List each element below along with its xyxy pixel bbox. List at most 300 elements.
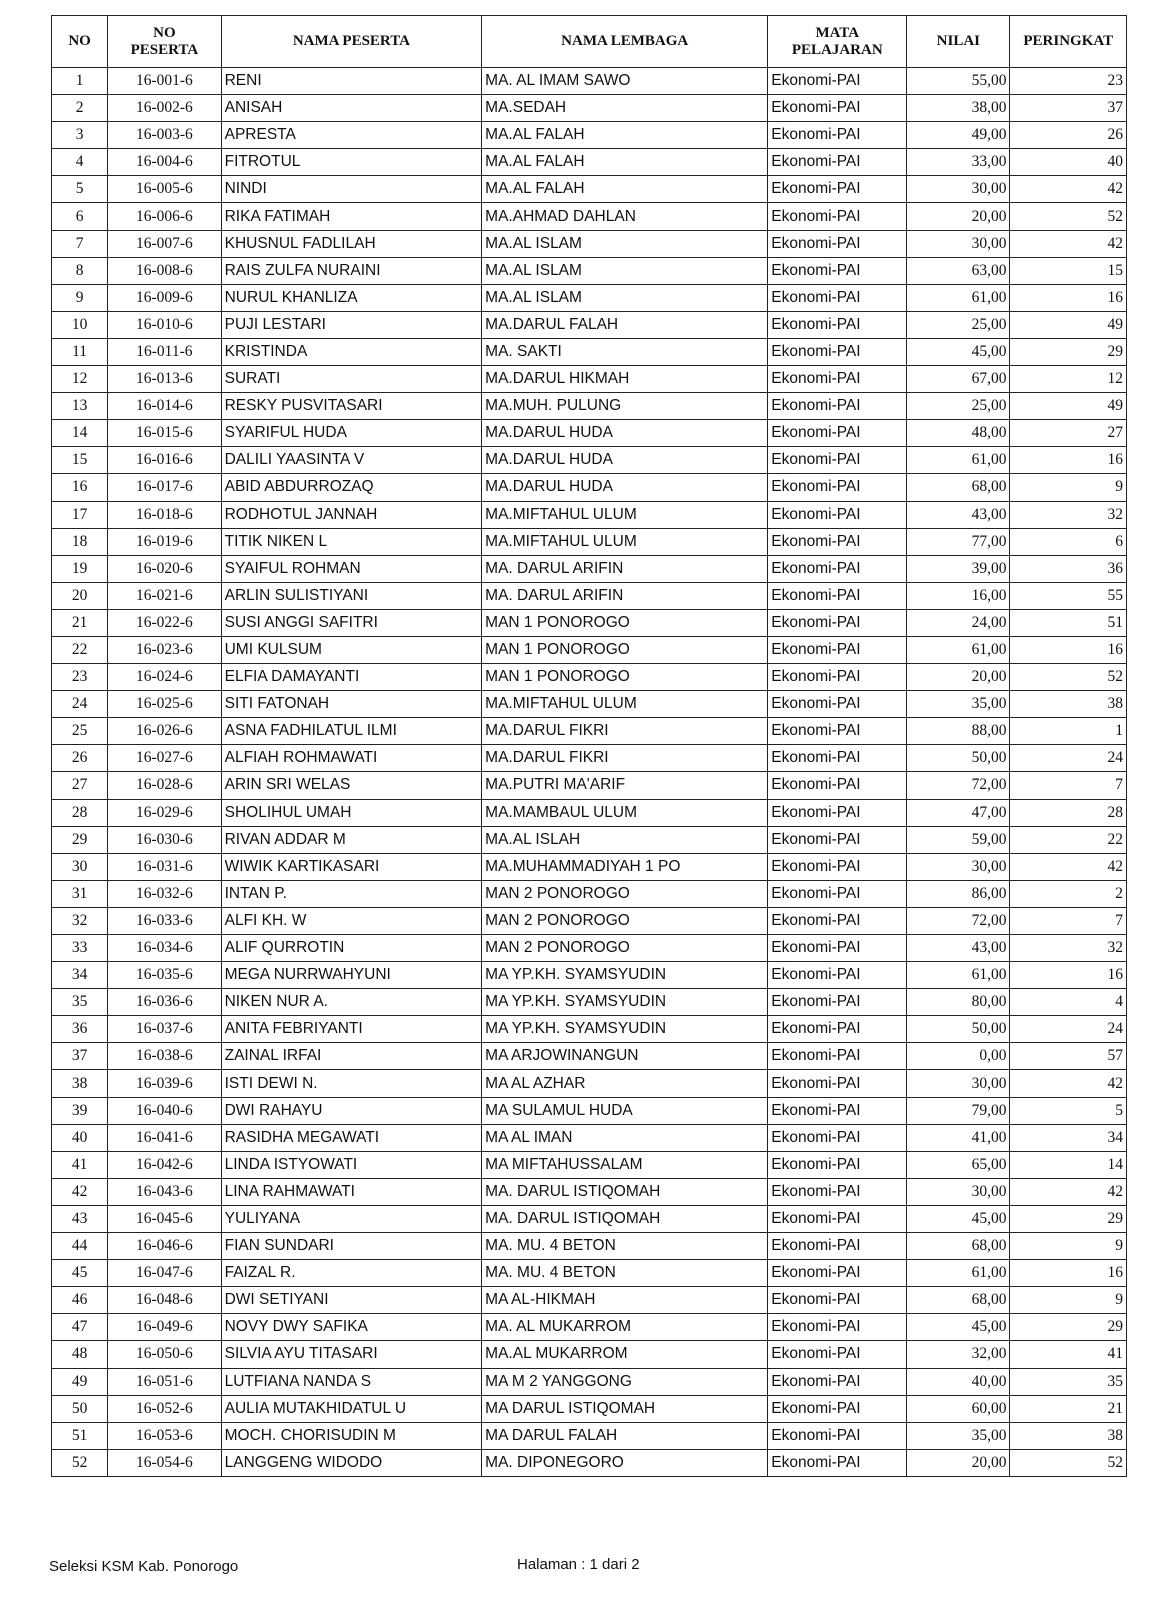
cell-mata-pelajaran: Ekonomi-PAI: [768, 1422, 907, 1449]
table-row: [52, 1205, 1127, 1232]
cell-nilai: 50,00: [907, 745, 1010, 772]
cell-nama-peserta: ARLIN SULISTIYANI: [221, 582, 482, 609]
cell-no-peserta: 16-011-6: [108, 338, 221, 365]
cell-nama-peserta: SYAIFUL ROHMAN: [221, 555, 482, 582]
cell-nama-peserta: FAIZAL R.: [221, 1260, 482, 1287]
cell-nama-lembaga: MA.AL FALAH: [482, 149, 768, 176]
header-mata-line2: PELAJARAN: [791, 41, 883, 58]
table-row: [52, 1395, 1127, 1422]
cell-mata-pelajaran: Ekonomi-PAI: [768, 1341, 907, 1368]
cell-nama-lembaga: MA.DARUL FIKRI: [482, 745, 768, 772]
table-row: [52, 366, 1127, 393]
table-row: [52, 582, 1127, 609]
cell-no: 8: [52, 257, 108, 284]
cell-nilai: 20,00: [907, 664, 1010, 691]
header-mata-line1: MATA: [815, 24, 860, 41]
cell-nama-lembaga: MA.AL FALAH: [482, 176, 768, 203]
table-row: [52, 1016, 1127, 1043]
cell-nama-peserta: ALFI KH. W: [221, 907, 482, 934]
table-row: [52, 772, 1127, 799]
cell-peringkat: 42: [1010, 1178, 1127, 1205]
cell-nama-lembaga: MA.AL ISLAM: [482, 230, 768, 257]
cell-mata-pelajaran: Ekonomi-PAI: [768, 1287, 907, 1314]
cell-no: 3: [52, 122, 108, 149]
header-no-peserta: [108, 16, 221, 68]
cell-no-peserta: 16-049-6: [108, 1314, 221, 1341]
cell-nama-peserta: ANISAH: [221, 95, 482, 122]
cell-peringkat: 15: [1010, 257, 1127, 284]
cell-nama-peserta: NURUL KHANLIZA: [221, 284, 482, 311]
cell-no-peserta: 16-025-6: [108, 691, 221, 718]
cell-no: 39: [52, 1097, 108, 1124]
cell-nilai: 45,00: [907, 338, 1010, 365]
cell-nama-lembaga: MA.MIFTAHUL ULUM: [482, 501, 768, 528]
cell-mata-pelajaran: Ekonomi-PAI: [768, 935, 907, 962]
cell-peringkat: 29: [1010, 338, 1127, 365]
cell-nilai: 43,00: [907, 935, 1010, 962]
cell-no-peserta: 16-013-6: [108, 366, 221, 393]
cell-no-peserta: 16-048-6: [108, 1287, 221, 1314]
cell-peringkat: 49: [1010, 311, 1127, 338]
cell-nama-lembaga: MA. DARUL ARIFIN: [482, 555, 768, 582]
cell-no: 19: [52, 555, 108, 582]
cell-nama-peserta: LUTFIANA NANDA S: [221, 1368, 482, 1395]
table-row: [52, 1070, 1127, 1097]
cell-mata-pelajaran: Ekonomi-PAI: [768, 745, 907, 772]
header-no: NO: [52, 16, 108, 68]
cell-peringkat: 35: [1010, 1368, 1127, 1395]
cell-nilai: 55,00: [907, 68, 1010, 95]
cell-peringkat: 52: [1010, 203, 1127, 230]
table-row: [52, 691, 1127, 718]
cell-mata-pelajaran: Ekonomi-PAI: [768, 149, 907, 176]
table-row: [52, 393, 1127, 420]
cell-mata-pelajaran: Ekonomi-PAI: [768, 1368, 907, 1395]
cell-no: 7: [52, 230, 108, 257]
cell-nilai: 47,00: [907, 799, 1010, 826]
cell-nilai: 86,00: [907, 880, 1010, 907]
cell-nama-lembaga: MA.DARUL HUDA: [482, 447, 768, 474]
cell-peringkat: 7: [1010, 907, 1127, 934]
cell-nama-lembaga: MA. SAKTI: [482, 338, 768, 365]
cell-nama-peserta: RIVAN ADDAR M: [221, 826, 482, 853]
header-no-peserta-line2: PESERTA: [130, 41, 199, 58]
cell-peringkat: 37: [1010, 95, 1127, 122]
cell-no-peserta: 16-020-6: [108, 555, 221, 582]
cell-nama-lembaga: MAN 1 PONOROGO: [482, 636, 768, 663]
cell-no: 13: [52, 393, 108, 420]
cell-mata-pelajaran: Ekonomi-PAI: [768, 1043, 907, 1070]
cell-no: 15: [52, 447, 108, 474]
cell-nilai: 68,00: [907, 474, 1010, 501]
cell-no: 20: [52, 582, 108, 609]
cell-nama-lembaga: MA.SEDAH: [482, 95, 768, 122]
cell-no: 11: [52, 338, 108, 365]
cell-peringkat: 34: [1010, 1124, 1127, 1151]
cell-mata-pelajaran: Ekonomi-PAI: [768, 826, 907, 853]
cell-mata-pelajaran: Ekonomi-PAI: [768, 230, 907, 257]
table-row: [52, 1368, 1127, 1395]
cell-nama-peserta: NIKEN NUR A.: [221, 989, 482, 1016]
cell-mata-pelajaran: Ekonomi-PAI: [768, 772, 907, 799]
cell-nilai: 43,00: [907, 501, 1010, 528]
cell-mata-pelajaran: Ekonomi-PAI: [768, 1205, 907, 1232]
table-row: [52, 420, 1127, 447]
cell-nama-lembaga: MA. MU. 4 BETON: [482, 1233, 768, 1260]
cell-nama-lembaga: MA.PUTRI MA'ARIF: [482, 772, 768, 799]
cell-peringkat: 24: [1010, 745, 1127, 772]
cell-nilai: 16,00: [907, 582, 1010, 609]
cell-no: 34: [52, 962, 108, 989]
cell-mata-pelajaran: Ekonomi-PAI: [768, 718, 907, 745]
table-row: [52, 907, 1127, 934]
cell-nilai: 67,00: [907, 366, 1010, 393]
cell-no: 17: [52, 501, 108, 528]
cell-nilai: 40,00: [907, 1368, 1010, 1395]
header-no-peserta-line1: NO: [153, 24, 176, 41]
cell-nama-lembaga: MAN 2 PONOROGO: [482, 907, 768, 934]
table-row: [52, 95, 1127, 122]
table-row: [52, 1124, 1127, 1151]
cell-peringkat: 2: [1010, 880, 1127, 907]
cell-mata-pelajaran: Ekonomi-PAI: [768, 609, 907, 636]
cell-nama-peserta: FITROTUL: [221, 149, 482, 176]
header-mata-pelajaran: [768, 16, 907, 68]
cell-no: 25: [52, 718, 108, 745]
cell-nama-peserta: DALILI YAASINTA V: [221, 447, 482, 474]
cell-nilai: 39,00: [907, 555, 1010, 582]
cell-no: 46: [52, 1287, 108, 1314]
cell-nama-lembaga: MAN 2 PONOROGO: [482, 880, 768, 907]
cell-nama-peserta: APRESTA: [221, 122, 482, 149]
cell-peringkat: 42: [1010, 853, 1127, 880]
cell-nilai: 25,00: [907, 393, 1010, 420]
cell-mata-pelajaran: Ekonomi-PAI: [768, 1097, 907, 1124]
cell-nilai: 72,00: [907, 772, 1010, 799]
cell-nama-peserta: ASNA FADHILATUL ILMI: [221, 718, 482, 745]
cell-nama-lembaga: MAN 2 PONOROGO: [482, 935, 768, 962]
cell-nama-peserta: RASIDHA MEGAWATI: [221, 1124, 482, 1151]
cell-nilai: 35,00: [907, 1422, 1010, 1449]
cell-no-peserta: 16-018-6: [108, 501, 221, 528]
cell-no-peserta: 16-040-6: [108, 1097, 221, 1124]
cell-no: 36: [52, 1016, 108, 1043]
cell-mata-pelajaran: Ekonomi-PAI: [768, 853, 907, 880]
cell-nilai: 38,00: [907, 95, 1010, 122]
cell-peringkat: 36: [1010, 555, 1127, 582]
cell-nama-lembaga: MA.AL ISLAM: [482, 284, 768, 311]
cell-peringkat: 49: [1010, 393, 1127, 420]
cell-no: 5: [52, 176, 108, 203]
cell-mata-pelajaran: Ekonomi-PAI: [768, 880, 907, 907]
header-nama-lembaga: NAMA LEMBAGA: [482, 16, 768, 68]
cell-no: 24: [52, 691, 108, 718]
cell-peringkat: 16: [1010, 962, 1127, 989]
table-row: [52, 447, 1127, 474]
cell-no-peserta: 16-033-6: [108, 907, 221, 934]
cell-nama-peserta: ELFIA DAMAYANTI: [221, 664, 482, 691]
table-row: [52, 338, 1127, 365]
cell-mata-pelajaran: Ekonomi-PAI: [768, 1314, 907, 1341]
cell-no-peserta: 16-032-6: [108, 880, 221, 907]
cell-no-peserta: 16-034-6: [108, 935, 221, 962]
cell-nama-peserta: RIKA FATIMAH: [221, 203, 482, 230]
cell-nilai: 30,00: [907, 1178, 1010, 1205]
cell-mata-pelajaran: Ekonomi-PAI: [768, 1151, 907, 1178]
cell-nama-peserta: YULIYANA: [221, 1205, 482, 1232]
cell-nama-lembaga: MA.AL MUKARROM: [482, 1341, 768, 1368]
cell-no-peserta: 16-014-6: [108, 393, 221, 420]
cell-mata-pelajaran: Ekonomi-PAI: [768, 691, 907, 718]
cell-nilai: 30,00: [907, 853, 1010, 880]
cell-peringkat: 14: [1010, 1151, 1127, 1178]
cell-no-peserta: 16-031-6: [108, 853, 221, 880]
cell-no: 18: [52, 528, 108, 555]
cell-nilai: 24,00: [907, 609, 1010, 636]
table-row: [52, 880, 1127, 907]
cell-no-peserta: 16-015-6: [108, 420, 221, 447]
cell-nilai: 80,00: [907, 989, 1010, 1016]
cell-no: 29: [52, 826, 108, 853]
cell-no-peserta: 16-003-6: [108, 122, 221, 149]
cell-mata-pelajaran: Ekonomi-PAI: [768, 284, 907, 311]
cell-nama-peserta: ABID ABDURROZAQ: [221, 474, 482, 501]
table-row: [52, 284, 1127, 311]
cell-no: 43: [52, 1205, 108, 1232]
cell-nilai: 45,00: [907, 1205, 1010, 1232]
cell-mata-pelajaran: Ekonomi-PAI: [768, 95, 907, 122]
cell-no-peserta: 16-006-6: [108, 203, 221, 230]
cell-nilai: 61,00: [907, 284, 1010, 311]
cell-no-peserta: 16-004-6: [108, 149, 221, 176]
cell-no-peserta: 16-026-6: [108, 718, 221, 745]
cell-mata-pelajaran: Ekonomi-PAI: [768, 582, 907, 609]
cell-no-peserta: 16-050-6: [108, 1341, 221, 1368]
cell-nilai: 63,00: [907, 257, 1010, 284]
cell-no-peserta: 16-005-6: [108, 176, 221, 203]
table-row: [52, 1151, 1127, 1178]
table-row: [52, 68, 1127, 95]
cell-no: 31: [52, 880, 108, 907]
cell-peringkat: 40: [1010, 149, 1127, 176]
table-row: [52, 501, 1127, 528]
cell-peringkat: 4: [1010, 989, 1127, 1016]
cell-mata-pelajaran: Ekonomi-PAI: [768, 122, 907, 149]
cell-peringkat: 6: [1010, 528, 1127, 555]
cell-mata-pelajaran: Ekonomi-PAI: [768, 68, 907, 95]
cell-no: 16: [52, 474, 108, 501]
table-row: [52, 664, 1127, 691]
cell-nilai: 30,00: [907, 176, 1010, 203]
results-table: [51, 15, 1127, 1477]
cell-nama-lembaga: MA YP.KH. SYAMSYUDIN: [482, 962, 768, 989]
cell-nama-peserta: RODHOTUL JANNAH: [221, 501, 482, 528]
table-row: [52, 122, 1127, 149]
cell-nama-peserta: ALFIAH ROHMAWATI: [221, 745, 482, 772]
cell-no-peserta: 16-001-6: [108, 68, 221, 95]
cell-no: 38: [52, 1070, 108, 1097]
cell-nilai: 65,00: [907, 1151, 1010, 1178]
table-row: [52, 1422, 1127, 1449]
cell-no-peserta: 16-009-6: [108, 284, 221, 311]
cell-nama-peserta: LANGGENG WIDODO: [221, 1449, 482, 1476]
cell-no: 10: [52, 311, 108, 338]
cell-mata-pelajaran: Ekonomi-PAI: [768, 962, 907, 989]
cell-nama-lembaga: MA AL AZHAR: [482, 1070, 768, 1097]
cell-mata-pelajaran: Ekonomi-PAI: [768, 907, 907, 934]
cell-nama-peserta: PUJI LESTARI: [221, 311, 482, 338]
cell-nama-peserta: ZAINAL IRFAI: [221, 1043, 482, 1070]
cell-mata-pelajaran: Ekonomi-PAI: [768, 501, 907, 528]
cell-nama-peserta: SUSI ANGGI SAFITRI: [221, 609, 482, 636]
cell-nilai: 59,00: [907, 826, 1010, 853]
cell-no: 26: [52, 745, 108, 772]
cell-peringkat: 12: [1010, 366, 1127, 393]
cell-nama-lembaga: MA.AL ISLAM: [482, 257, 768, 284]
cell-mata-pelajaran: Ekonomi-PAI: [768, 799, 907, 826]
cell-peringkat: 16: [1010, 636, 1127, 663]
cell-no-peserta: 16-022-6: [108, 609, 221, 636]
cell-peringkat: 16: [1010, 1260, 1127, 1287]
cell-mata-pelajaran: Ekonomi-PAI: [768, 1124, 907, 1151]
table-row: [52, 555, 1127, 582]
cell-peringkat: 7: [1010, 772, 1127, 799]
table-row: [52, 826, 1127, 853]
cell-mata-pelajaran: Ekonomi-PAI: [768, 555, 907, 582]
cell-mata-pelajaran: Ekonomi-PAI: [768, 1178, 907, 1205]
cell-peringkat: 41: [1010, 1341, 1127, 1368]
cell-no-peserta: 16-007-6: [108, 230, 221, 257]
cell-nama-lembaga: MA.AHMAD DAHLAN: [482, 203, 768, 230]
cell-no-peserta: 16-002-6: [108, 95, 221, 122]
cell-nama-lembaga: MA.MAMBAUL ULUM: [482, 799, 768, 826]
cell-peringkat: 32: [1010, 935, 1127, 962]
cell-no-peserta: 16-051-6: [108, 1368, 221, 1395]
cell-nilai: 61,00: [907, 636, 1010, 663]
table-row: [52, 935, 1127, 962]
cell-mata-pelajaran: Ekonomi-PAI: [768, 257, 907, 284]
cell-nama-lembaga: MA M 2 YANGGONG: [482, 1368, 768, 1395]
cell-nilai: 35,00: [907, 691, 1010, 718]
cell-nama-lembaga: MA.DARUL HUDA: [482, 420, 768, 447]
cell-no-peserta: 16-045-6: [108, 1205, 221, 1232]
cell-nilai: 45,00: [907, 1314, 1010, 1341]
cell-peringkat: 27: [1010, 420, 1127, 447]
cell-nama-lembaga: MA DARUL FALAH: [482, 1422, 768, 1449]
cell-no-peserta: 16-028-6: [108, 772, 221, 799]
cell-no: 12: [52, 366, 108, 393]
cell-no: 23: [52, 664, 108, 691]
table-row: [52, 636, 1127, 663]
cell-nama-lembaga: MA.MIFTAHUL ULUM: [482, 528, 768, 555]
table-row: [52, 203, 1127, 230]
cell-mata-pelajaran: Ekonomi-PAI: [768, 636, 907, 663]
cell-peringkat: 52: [1010, 664, 1127, 691]
cell-nama-lembaga: MA YP.KH. SYAMSYUDIN: [482, 989, 768, 1016]
cell-no: 22: [52, 636, 108, 663]
footer-title: Seleksi KSM Kab. Ponorogo: [49, 1558, 239, 1575]
cell-no: 32: [52, 907, 108, 934]
cell-nama-peserta: TITIK NIKEN L: [221, 528, 482, 555]
cell-mata-pelajaran: Ekonomi-PAI: [768, 1449, 907, 1476]
cell-no-peserta: 16-029-6: [108, 799, 221, 826]
cell-no-peserta: 16-042-6: [108, 1151, 221, 1178]
cell-mata-pelajaran: Ekonomi-PAI: [768, 1070, 907, 1097]
page-indicator: Halaman : 1 dari 2: [517, 1556, 640, 1573]
cell-nama-lembaga: MAN 1 PONOROGO: [482, 609, 768, 636]
cell-nama-peserta: SURATI: [221, 366, 482, 393]
cell-peringkat: 9: [1010, 474, 1127, 501]
cell-nilai: 48,00: [907, 420, 1010, 447]
cell-no: 48: [52, 1341, 108, 1368]
cell-peringkat: 5: [1010, 1097, 1127, 1124]
cell-peringkat: 29: [1010, 1205, 1127, 1232]
cell-nilai: 79,00: [907, 1097, 1010, 1124]
cell-nilai: 20,00: [907, 203, 1010, 230]
cell-peringkat: 42: [1010, 230, 1127, 257]
table-row: [52, 230, 1127, 257]
cell-no-peserta: 16-052-6: [108, 1395, 221, 1422]
cell-nilai: 49,00: [907, 122, 1010, 149]
table-row: [52, 176, 1127, 203]
cell-peringkat: 24: [1010, 1016, 1127, 1043]
cell-nama-peserta: INTAN P.: [221, 880, 482, 907]
cell-no-peserta: 16-035-6: [108, 962, 221, 989]
header-nilai: NILAI: [907, 16, 1010, 68]
table-row: [52, 609, 1127, 636]
cell-mata-pelajaran: Ekonomi-PAI: [768, 474, 907, 501]
table-row: [52, 853, 1127, 880]
cell-no-peserta: 16-023-6: [108, 636, 221, 663]
table-row: [52, 311, 1127, 338]
cell-nama-lembaga: MA. AL MUKARROM: [482, 1314, 768, 1341]
cell-nama-lembaga: MA AL IMAN: [482, 1124, 768, 1151]
cell-nilai: 33,00: [907, 149, 1010, 176]
cell-no: 44: [52, 1233, 108, 1260]
cell-nilai: 30,00: [907, 1070, 1010, 1097]
cell-mata-pelajaran: Ekonomi-PAI: [768, 366, 907, 393]
cell-no-peserta: 16-053-6: [108, 1422, 221, 1449]
cell-nama-peserta: ANITA FEBRIYANTI: [221, 1016, 482, 1043]
cell-nama-lembaga: MA. MU. 4 BETON: [482, 1260, 768, 1287]
cell-nilai: 0,00: [907, 1043, 1010, 1070]
cell-peringkat: 16: [1010, 447, 1127, 474]
cell-nama-lembaga: MA AL-HIKMAH: [482, 1287, 768, 1314]
cell-peringkat: 1: [1010, 718, 1127, 745]
cell-no-peserta: 16-024-6: [108, 664, 221, 691]
cell-nama-lembaga: MA ARJOWINANGUN: [482, 1043, 768, 1070]
cell-nama-lembaga: MA.DARUL HUDA: [482, 474, 768, 501]
cell-nama-peserta: SYARIFUL HUDA: [221, 420, 482, 447]
cell-nama-peserta: UMI KULSUM: [221, 636, 482, 663]
table-row: [52, 149, 1127, 176]
cell-no-peserta: 16-008-6: [108, 257, 221, 284]
cell-nilai: 68,00: [907, 1233, 1010, 1260]
cell-nilai: 25,00: [907, 311, 1010, 338]
cell-no: 14: [52, 420, 108, 447]
cell-nama-peserta: LINDA ISTYOWATI: [221, 1151, 482, 1178]
cell-nama-peserta: MOCH. CHORISUDIN M: [221, 1422, 482, 1449]
cell-mata-pelajaran: Ekonomi-PAI: [768, 393, 907, 420]
cell-nilai: 41,00: [907, 1124, 1010, 1151]
table-row: [52, 1314, 1127, 1341]
cell-mata-pelajaran: Ekonomi-PAI: [768, 1395, 907, 1422]
cell-nama-lembaga: MA.MUH. PULUNG: [482, 393, 768, 420]
cell-mata-pelajaran: Ekonomi-PAI: [768, 338, 907, 365]
cell-mata-pelajaran: Ekonomi-PAI: [768, 203, 907, 230]
cell-nama-peserta: ISTI DEWI N.: [221, 1070, 482, 1097]
table-row: [52, 718, 1127, 745]
